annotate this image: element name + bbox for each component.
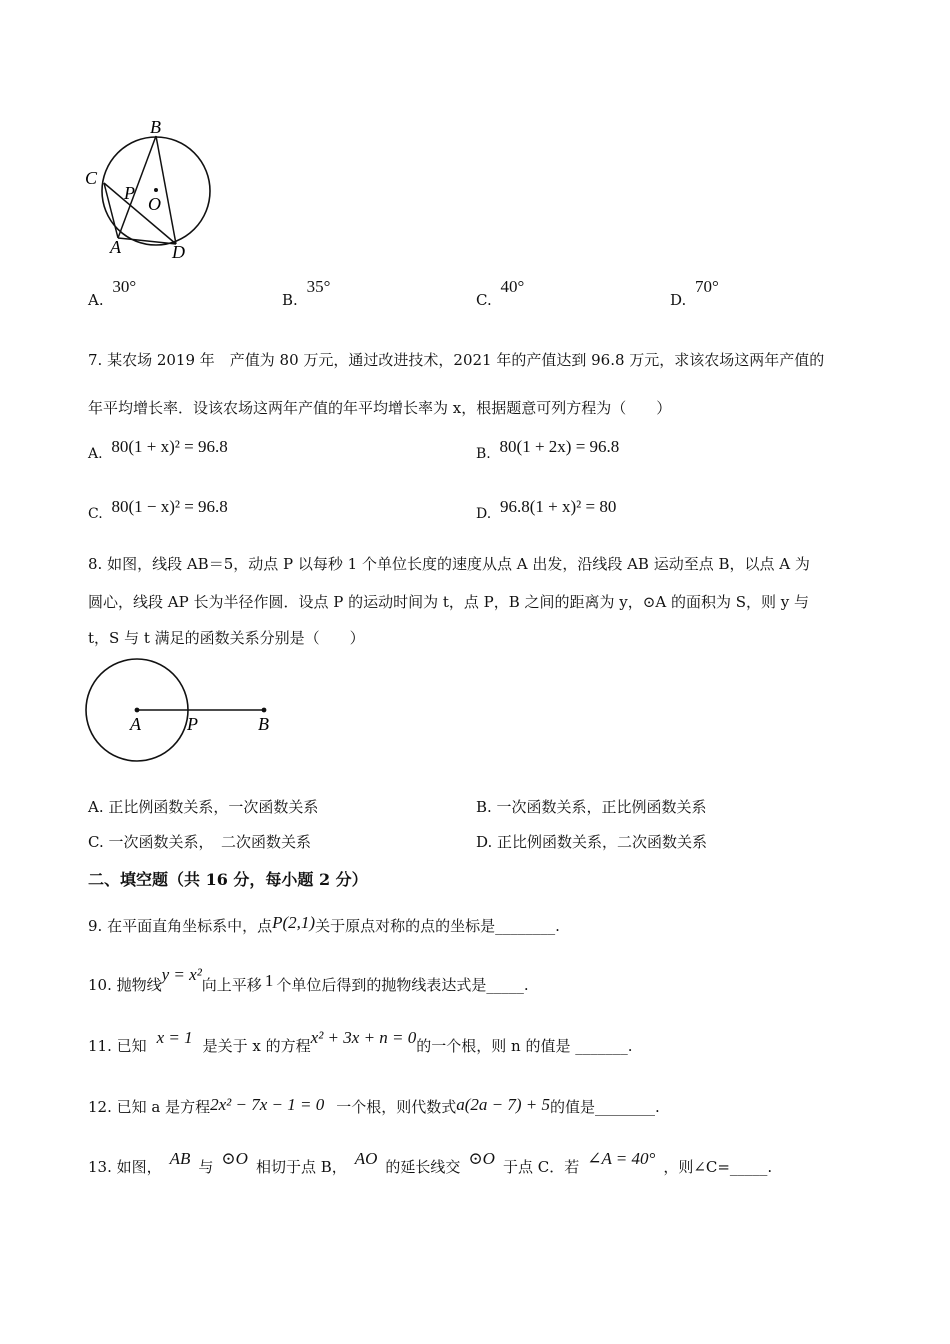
option-letter: D. [670,291,687,309]
point-b [262,708,267,713]
label-a: A [110,237,121,257]
option-letter: B. [476,446,491,462]
segment-figure-q8 [80,658,290,763]
q9-expr: P(2,1) [272,913,316,932]
q11-pre: 11. 已知 [88,1037,147,1055]
q11-expr1: x = 1 [156,1028,193,1047]
q9 [88,913,560,936]
q7-option-b[interactable] [476,437,620,464]
q12-post: 的值是________. [550,1098,660,1116]
point-a [135,708,140,713]
q6-option-d[interactable] [670,277,719,310]
q13-pre: 13. 如图， [88,1158,162,1176]
q13-t2: 相切于点 B， [255,1158,347,1176]
q7-line1: 7. 某农场 2019 年 产值为 80 万元，通过改进技术，2021 年的产值达到 96.8 万元，求该农场这两年产值的 [88,351,825,369]
q11-expr2: x² + 3x + n = 0 [310,1028,417,1047]
q13-e5: ∠A = 40° [587,1149,656,1168]
option-value: 30° [112,277,137,296]
option-letter: D. [476,506,492,522]
q13-e4: ⊙O [468,1149,495,1168]
q13-t1: 与 [198,1158,214,1176]
option-letter: B. [282,291,298,309]
q8-line1: 8. 如图，线段 AB＝5，动点 P 以每秒 1 个单位长度的速度从点 A 出发，沿线段 AB 运动至点 B，以点 A 为 [88,555,810,573]
q13 [88,1149,773,1177]
option-value: 70° [695,277,719,296]
option-expr: 80(1 + 2x) = 96.8 [499,437,620,456]
label-a: A [130,714,141,734]
q7-option-c[interactable] [88,497,228,524]
q8-option-d[interactable]: D. 正比例函数关系，二次函数关系 [476,833,708,851]
option-letter: C. [476,291,492,309]
option-letter: A. [88,446,103,462]
label-d: D [172,242,185,260]
q13-e3: AO [354,1149,378,1168]
q10-num: 1 [264,971,274,990]
q12-expr1: 2x² − 7x − 1 = 0 [210,1095,325,1114]
label-b: B [150,117,161,137]
q6-option-c[interactable] [476,277,525,310]
q11 [88,1028,633,1056]
q8-option-c[interactable]: C. 一次函数关系， 二次函数关系 [88,833,311,851]
q13-post: ，则∠C=_____. [663,1158,773,1176]
q7-option-a[interactable] [88,437,228,464]
label-p: P [187,714,198,734]
label-b: B [258,714,269,734]
q8-option-b[interactable]: B. 一次函数关系，正比例函数关系 [476,798,707,816]
option-expr: 80(1 + x)² = 96.8 [111,437,228,456]
label-o: O [148,194,161,214]
option-letter: A. [88,291,104,309]
q9-post: 关于原点对称的点的坐标是________. [315,917,560,935]
q8-line2: 圆心，线段 AP 长为半径作圆．设点 P 的运动时间为 t，点 P，B 之间的距离为 y，⊙A 的面积为 S，则 y 与 [88,593,810,611]
q12-pre: 12. 已知 a 是方程 [88,1098,211,1116]
option-letter: C. [88,506,103,522]
q7-line2: 年平均增长率．设该农场这两年产值的年平均增长率为 x，根据题意可列方程为（ ） [88,399,672,417]
segment-bd [156,136,176,244]
circle-figure-q6 [80,115,220,260]
q13-t3: 的延长线交 [385,1158,461,1176]
section-title: 二、填空题（共 16 分，每小题 2 分） [88,870,368,889]
q13-e1: AB [169,1149,191,1168]
option-expr: 96.8(1 + x)² = 80 [499,497,617,516]
label-p: P [124,183,135,203]
option-value: 40° [500,277,525,296]
q10-pre: 10. 抛物线 [88,976,162,994]
q10-expr: y = x² [161,965,202,984]
q8-option-a[interactable]: A. 正比例函数关系，一次函数关系 [88,798,319,816]
q9-pre: 9. 在平面直角坐标系中，点 [88,917,273,935]
q10-mid: 向上平移 [201,976,262,994]
segment-ad [118,238,176,244]
q13-e2: ⊙O [221,1149,248,1168]
segment-cd [104,183,176,244]
q6-option-b[interactable] [282,277,331,310]
q6-option-a[interactable] [88,277,137,310]
q12-mid: 一个根，则代数式 [336,1098,457,1116]
q7-option-d[interactable] [476,497,617,524]
q12-expr2: a(2a − 7) + 5 [456,1095,550,1114]
q10 [88,965,529,995]
q11-mid: 是关于 x 的方程 [202,1037,311,1055]
q10-post: 个单位后得到的抛物线表达式是_____. [276,976,529,994]
q11-post: 的一个根，则 n 的值是 _______. [416,1037,633,1055]
q8-line3: t，S 与 t 满足的函数关系分别是（ ） [88,629,365,647]
label-c: C [85,168,98,188]
q12 [88,1097,660,1117]
q13-t4: 于点 C．若 [502,1158,580,1176]
option-expr: 80(1 − x)² = 96.8 [111,497,228,516]
option-value: 35° [306,277,331,296]
center-dot [154,188,158,192]
